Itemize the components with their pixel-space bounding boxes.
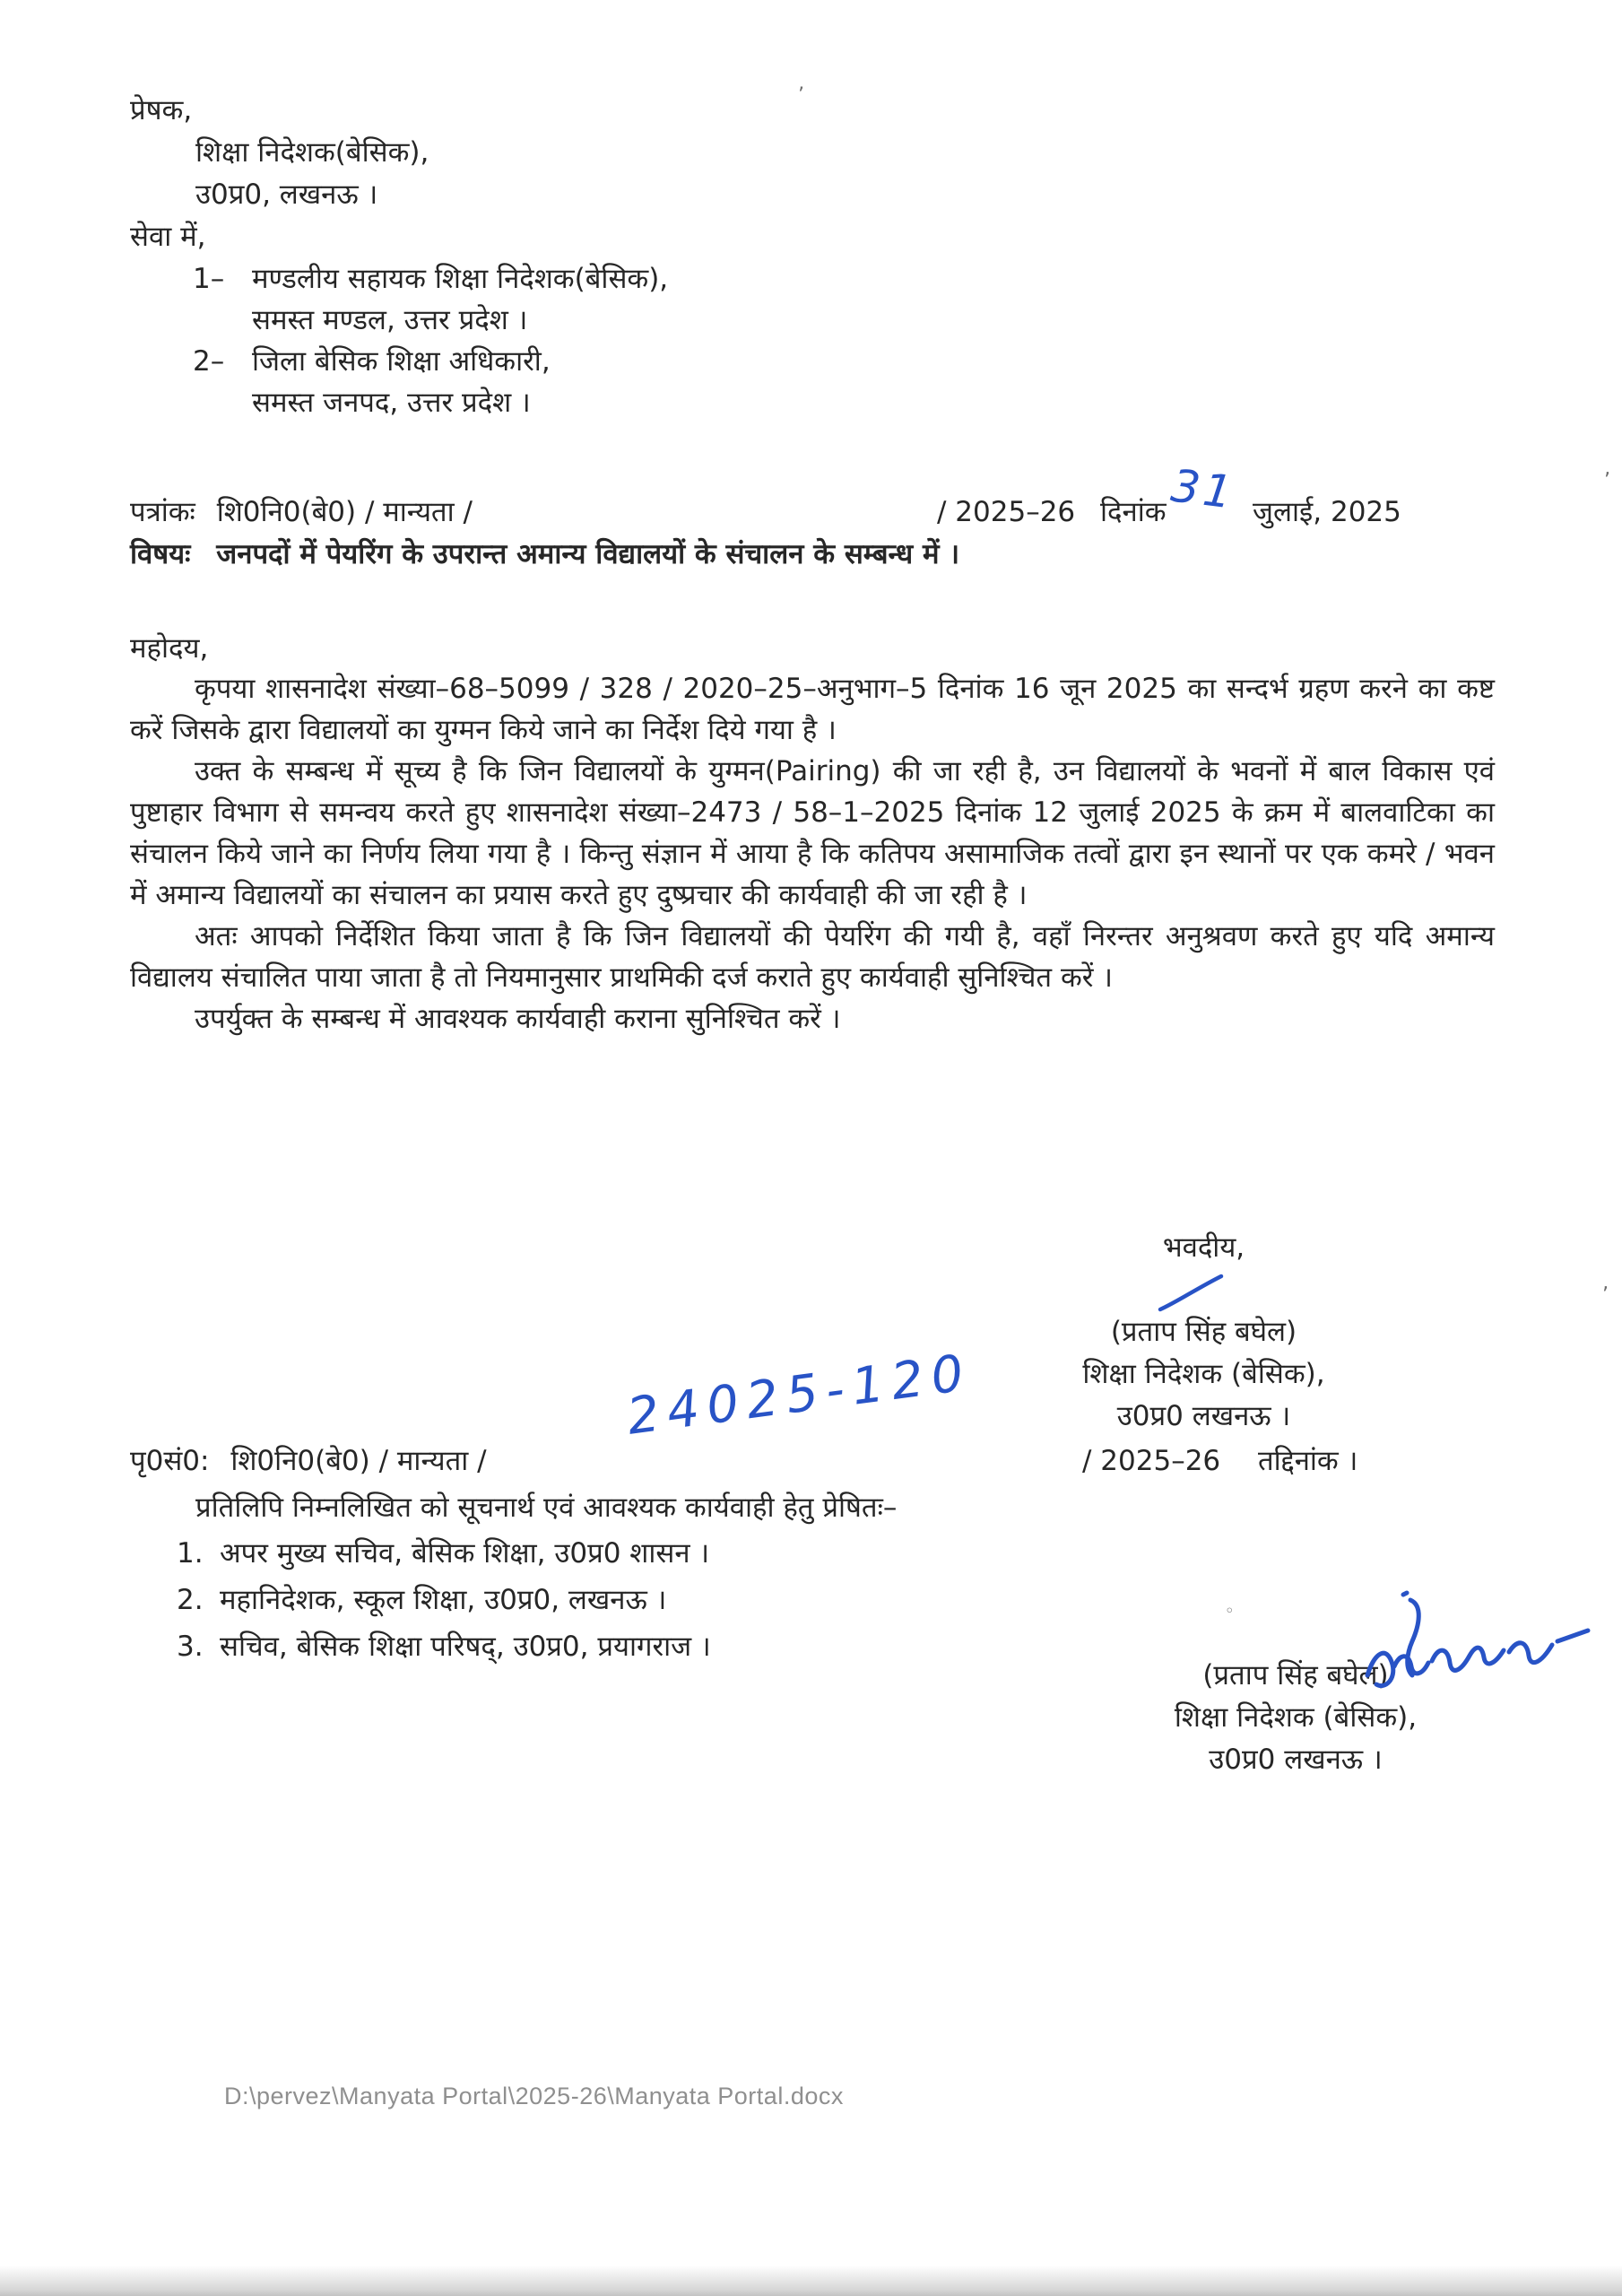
recipient-row	[193, 258, 668, 300]
reference-year: / 2025–26	[937, 496, 1076, 528]
paragraph-3: अतः आपको निर्देशित किया जाता है कि जिन विद्यालयों की पेयरिंग की गयी है, वहाँ निरन्तर अनुश्रवण करते हुए यदि अमान्य विद्यालय संचालित पाया जाता है तो नियमानुसार प्राथमिकी दर्ज कराते हुए कार्यवाही सुनिश्चित करें ।	[130, 920, 1495, 994]
ink-signature-scribble	[1269, 1589, 1600, 1733]
reference-row	[130, 491, 1495, 533]
reference-number-prefix: शि0नि0(बे0) / मान्यता /	[216, 496, 473, 528]
addressee-label: सेवा में,	[130, 221, 206, 253]
copy-number: 2.	[177, 1584, 204, 1616]
copy-item	[177, 1577, 711, 1623]
copy-text: महानिदेशक, स्कूल शिक्षा, उ0प्र0, लखनऊ ।	[220, 1584, 667, 1616]
reference-date-label: दिनांक	[1100, 496, 1167, 528]
copy-text: अपर मुख्य सचिव, बेसिक शिक्षा, उ0प्र0 शासन ।	[220, 1537, 710, 1570]
endorsement-number-prefix: शि0नि0(बे0) / मान्यता /	[230, 1445, 487, 1477]
reference-label: पत्रांकः	[130, 496, 195, 528]
recipient-text: मण्डलीय सहायक शिक्षा निदेशक(बेसिक),	[252, 263, 669, 295]
copy-item	[177, 1530, 711, 1577]
copy-number: 3.	[177, 1631, 204, 1663]
scan-speck: ’	[798, 84, 804, 107]
scan-speck: ‚	[1604, 457, 1610, 480]
recipient-number: 2–	[193, 345, 225, 378]
signatory-place: उ0प्र0 लखनऊ ।	[1116, 1400, 1291, 1432]
recipient-text: जिला बेसिक शिक्षा अधिकारी,	[252, 345, 551, 378]
reference-date-rest: जुलाई, 2025	[1253, 496, 1401, 528]
paragraph-1: कृपया शासनादेश संख्या–68–5099 / 328 / 2020–25–अनुभाग–5 दिनांक 16 जून 2025 का सन्दर्भ ग्रहण करने का कष्ट करें जिसके द्वारा विद्यालयों का युग्मन किये जाने का निर्देश दिये गया है ।	[130, 673, 1495, 746]
scan-speck: ◦	[1225, 1602, 1235, 1621]
signatory-title: शिक्षा निदेशक (बेसिक),	[1174, 1701, 1418, 1734]
endorsement-label: पृ0सं0:	[130, 1445, 210, 1477]
sender-label: प्रेषक,	[130, 94, 193, 126]
copy-text: सचिव, बेसिक शिक्षा परिषद्, उ0प्र0, प्रयागराज ।	[220, 1631, 711, 1663]
endorsement-date: तद्दिनांक ।	[1258, 1445, 1358, 1477]
salutation: महोदय,	[130, 632, 209, 665]
signature-tick-stroke	[1157, 1272, 1227, 1315]
subject-row	[130, 534, 959, 575]
recipient-row: समस्त जनपद, उत्तर प्रदेश ।	[252, 387, 531, 419]
signatory-place: उ0प्र0 लखनऊ ।	[1209, 1744, 1383, 1776]
paragraph-2: उक्त के सम्बन्ध में सूच्य है कि जिन विद्यालयों के युग्मन(Pairing) की जा रही है, उन विद्यालयों के भवनों में बाल विकास एवं पुष्टाहार विभाग से समन्वय करते हुए शासनादेश संख्या–2473 / 58–1–2025 दिनांक 12 जुलाई 2025 के क्रम में बालवाटिका का संचालन किये जाने का निर्णय लिया गया है । किन्तु संज्ञान में आया है कि कतिपय असामाजिक तत्वों द्वारा इन स्थानों पर एक कमरे / भवन में अमान्य विद्यालयों का संचालन का प्रयास करते हुए दुष्प्रचार की कार्यवाही की जा रही है ।	[130, 755, 1495, 911]
endorsement-row	[130, 1440, 1495, 1482]
copy-intro: प्रतिलिपि निम्नलिखित को सूचनार्थ एवं आवश्यक कार्यवाही हेतु प्रेषितः–	[195, 1492, 898, 1524]
handwritten-day: 31	[1168, 459, 1239, 519]
copy-number: 1.	[177, 1537, 204, 1570]
endorsement-year: / 2025–26	[1082, 1445, 1221, 1477]
footer-file-path: D:\pervez\Manyata Portal\2025-26\Manyata Portal.docx	[224, 2083, 844, 2109]
copy-item	[177, 1623, 711, 1670]
sender-designation: शिक्षा निदेशक(बेसिक),	[195, 136, 429, 169]
paragraph-4: उपर्युक्त के सम्बन्ध में आवश्यक कार्यवाही कराना सुनिश्चित करें ।	[195, 1003, 841, 1035]
recipient-row: समस्त मण्डल, उत्तर प्रदेश ।	[252, 304, 528, 336]
scan-edge-shadow	[0, 2266, 1622, 2296]
letter-body	[130, 668, 1495, 1039]
closing-word: भवदीय,	[1162, 1231, 1245, 1264]
signatory-title: शिक्षा निदेशक (बेसिक),	[1082, 1358, 1325, 1390]
scan-speck: ‚	[1602, 1272, 1609, 1294]
subject-label: विषयः	[130, 538, 191, 570]
signatory-block-1	[1018, 1311, 1390, 1438]
copy-list	[177, 1530, 711, 1670]
subject-text: जनपदों में पेयरिंग के उपरान्त अमान्य विद्यालयों के संचालन के सम्बन्ध में ।	[216, 538, 960, 570]
recipient-row	[193, 341, 551, 382]
signatory-name: (प्रताप सिंह बघेल)	[1202, 1659, 1389, 1692]
recipient-number: 1–	[193, 263, 225, 295]
sender-place: उ0प्र0, लखनऊ ।	[195, 178, 378, 211]
handwritten-dispatch-number: 24025-120	[623, 1343, 976, 1447]
signatory-name: (प्रताप सिंह बघेल)	[1110, 1316, 1297, 1348]
